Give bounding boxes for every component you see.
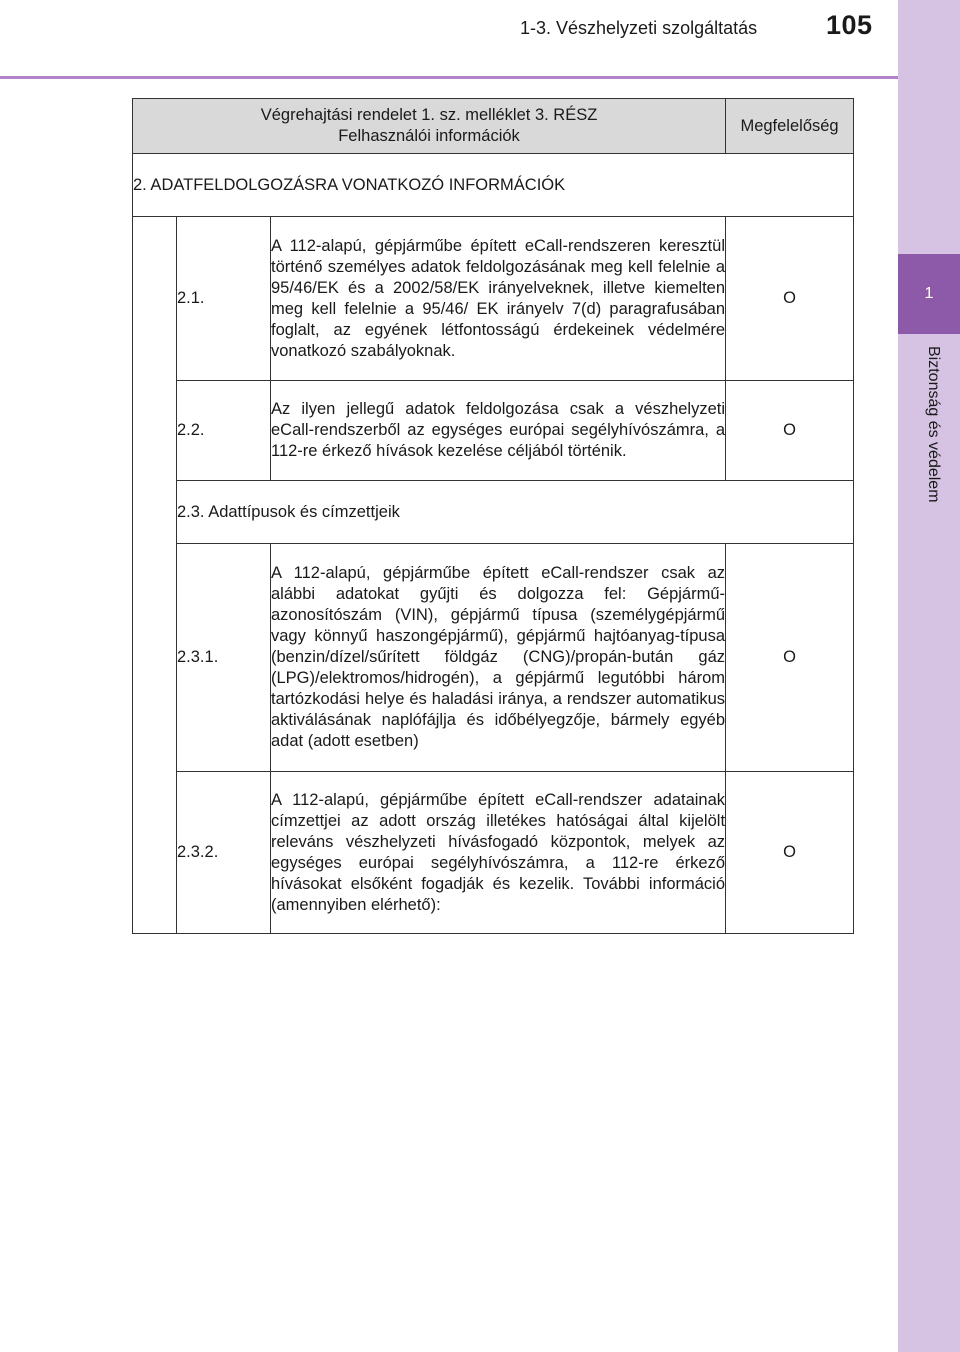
row-number: 2.1. <box>177 217 271 381</box>
chapter-label: Biztonság és védelem <box>925 346 942 503</box>
side-thumb-band <box>898 0 960 1352</box>
row-compliance: O <box>726 217 854 381</box>
table-row <box>133 217 854 381</box>
header-cell-info <box>133 99 726 154</box>
page-number: 105 <box>826 10 873 40</box>
header-line-user-info: Felhasználói információk <box>338 127 520 145</box>
row-text: A 112-alapú, gépjárműbe épített eCall-rendszer adatainak címzettjei az adott ország illetékes hatóságai által kijelölt releváns vészhelyzeti hívásfogadó központok, melyek az egységes európai segélyhívószámra, a 112-re érkező hívásokat elsőként fogadják és kezelik. További információ (amennyiben elérhető): <box>271 772 726 934</box>
table-row <box>133 772 854 934</box>
table-row <box>133 544 854 772</box>
row-text: A 112-alapú, gépjárműbe épített eCall-rendszer csak az alábbi adatokat gyűjti és dolgozza fel: Gépjármű-azonosítószám (VIN), gépjármű típusa (személygépjármű vagy könnyű haszongépjármű), gépjármű hajtóanyag-típusa (benzin/dízel/sűrített földgáz (CNG)/propán-bután gáz (LPG)/elektromos/hidrogén), a gépjármű legutóbbi három tartózkodási helye és haladási iránya, a rendszer automatikus aktiválásának naplófájlja és időbélyegzője, bármely egyéb adat (adott esetben) <box>271 544 726 772</box>
chapter-tab: 1 <box>898 254 960 334</box>
section-row <box>133 154 854 217</box>
row-number: 2.3.1. <box>177 544 271 772</box>
subsection-title: 2.3. Adattípusok és címzettjeik <box>177 481 854 544</box>
section-title: 2. ADATFELDOLGOZÁSRA VONATKOZÓ INFORMÁCIÓK <box>133 154 854 217</box>
running-header-title: 1-3. Vészhelyzeti szolgáltatás <box>520 18 758 38</box>
table-header-row <box>133 99 854 154</box>
row-number: 2.2. <box>177 381 271 481</box>
user-information-table <box>132 98 854 934</box>
row-compliance: O <box>726 381 854 481</box>
table-row <box>133 381 854 481</box>
row-text: Az ilyen jellegű adatok feldolgozása csak a vészhelyzeti eCall-rendszerből az egységes európai segélyhívószámra, a 112-re érkező hívások kezelése céljából történik. <box>271 381 726 481</box>
row-compliance: O <box>726 544 854 772</box>
indent-cell <box>133 217 177 934</box>
row-number: 2.3.2. <box>177 772 271 934</box>
row-text: A 112-alapú, gépjárműbe épített eCall-rendszeren keresztül történő személyes adatok feldolgozásának meg kell felelnie a 95/46/EK és a 2002/58/EK irányelveknek, illetve kiemelten meg kell felelnie a 95/46/ EK irányelv 7(d) paragrafusában foglalt, az egyének létfontosságú érdekeinek védelmére vonatkozó szabályoknak. <box>271 217 726 381</box>
row-compliance: O <box>726 772 854 934</box>
subsection-row <box>133 481 854 544</box>
header-cell-compliance: Megfelelőség <box>726 99 854 154</box>
header-divider <box>0 76 898 79</box>
header-line-regulation: Végrehajtási rendelet 1. sz. melléklet 3. RÉSZ <box>260 106 598 124</box>
